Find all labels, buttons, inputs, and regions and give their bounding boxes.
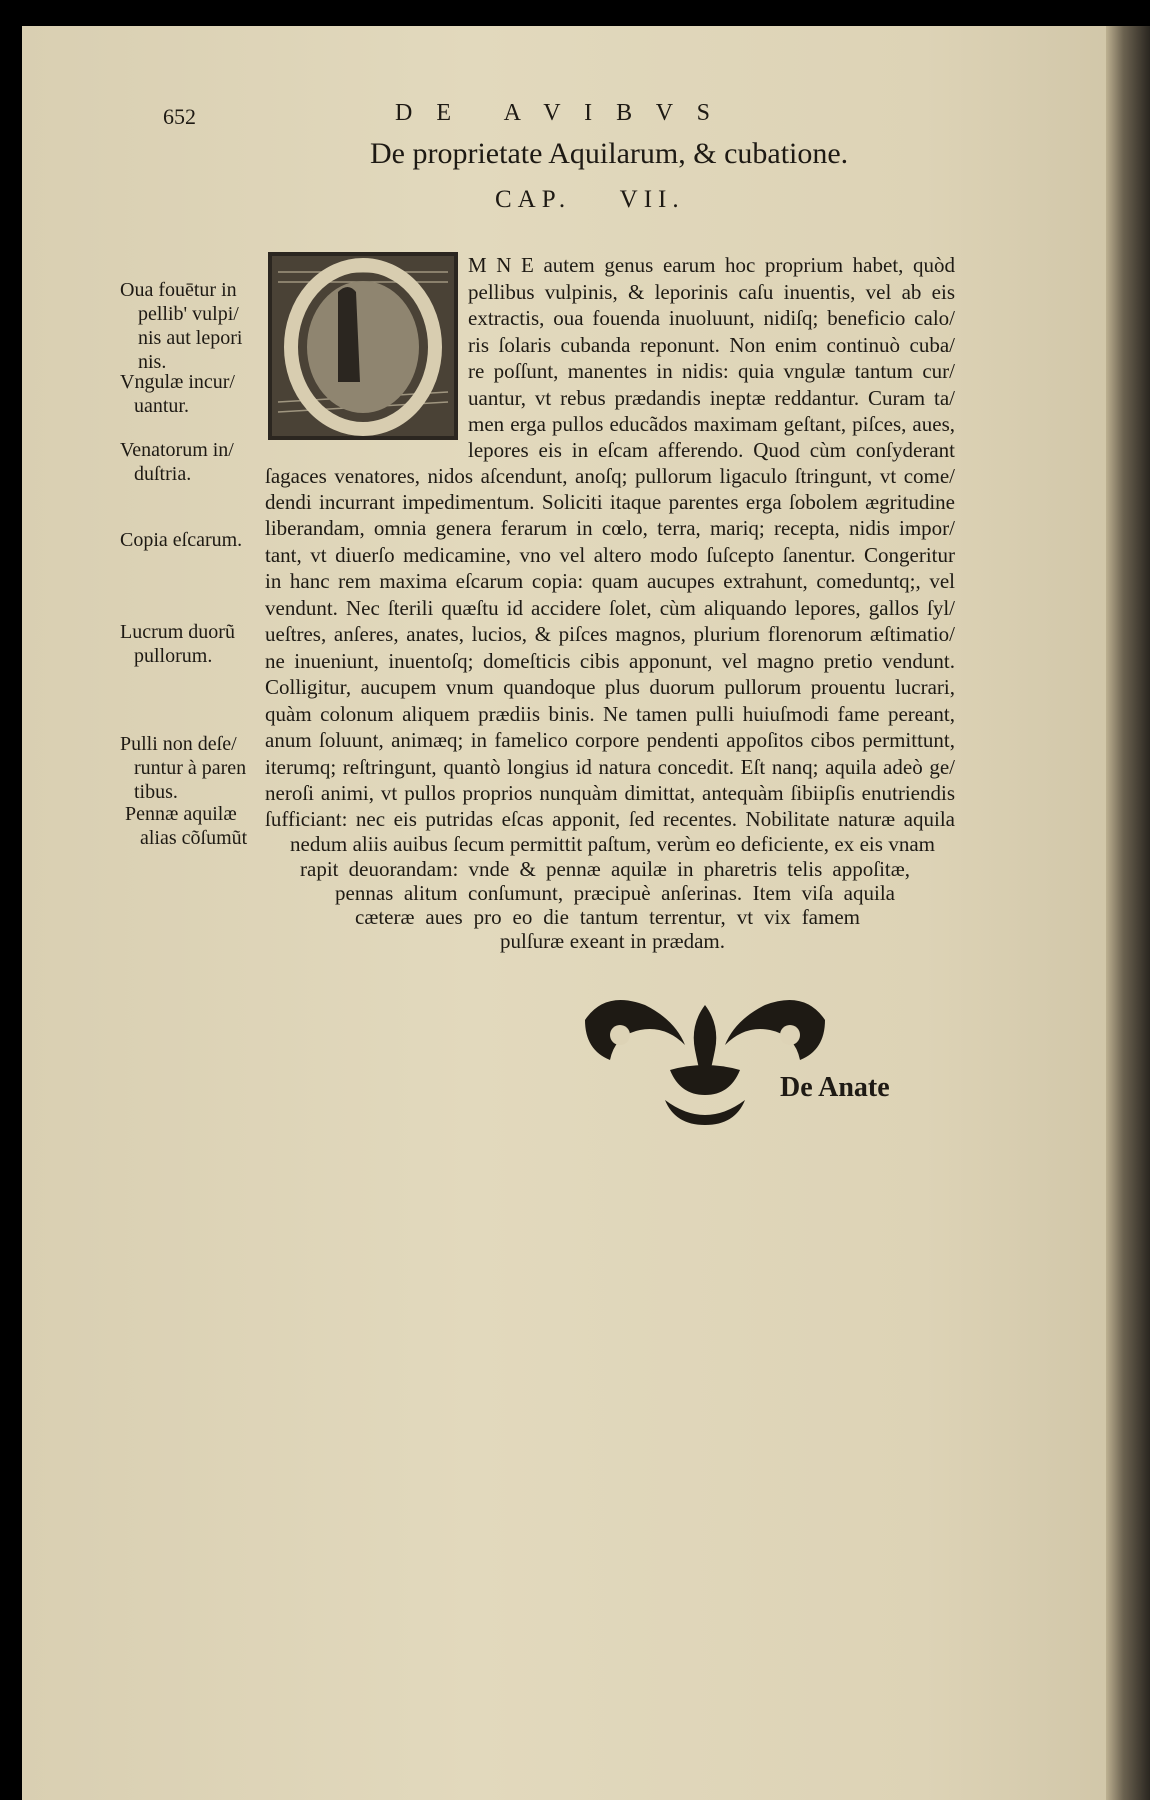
- chapter-title: De proprietate Aquilarum, & cubatione.: [370, 137, 849, 170]
- body-line: extractis, oua fouenda inuoluunt, nidiſq; beneficio calo/: [468, 306, 955, 330]
- side-note-line: Pennæ aquilæ: [125, 803, 237, 825]
- body-line: ne inueniunt, inuentoſq; domeſticis cibis apponunt, vel magno pretio vendunt.: [265, 649, 955, 673]
- side-note-line: duſtria.: [134, 463, 192, 485]
- catchword: De Anate: [780, 1072, 890, 1103]
- body-line: rapit deuorandam: vnde & pennæ aquilæ in pharetris telis appoſitæ,: [300, 857, 910, 881]
- chapter-number: CAP. VII.: [495, 186, 685, 213]
- body-line: tant, vt diuerſo medicamine, vno vel altero modo ſuſcepto ſanentur. Congeritur: [265, 543, 955, 567]
- body-line: in hanc rem maxima eſcarum copia: quam aucupes extrahunt, comeduntq;, vel: [265, 569, 955, 593]
- side-note-line: tibus.: [134, 781, 178, 803]
- running-title: D E A V I B V S: [395, 100, 719, 126]
- body-line: re poſſunt, manentes in nidis: quia vngulæ tantum cur/: [468, 359, 955, 383]
- page-number: 652: [163, 104, 196, 129]
- side-note: [120, 278, 242, 374]
- body-line: cæteræ aues pro eo die tantum terrentur, vt vix famem: [355, 905, 860, 929]
- body-line: ſufficiant: nec eis putridas eſcas apponit, ſed recentes. Nobilitate naturæ aquila: [265, 807, 955, 831]
- body-line: M N E autem genus earum hoc proprium habet, quòd: [468, 253, 955, 277]
- body-line: quàm colonum aliquem prædiis binis. Ne tamen pulli huiuſmodi fame pereant,: [265, 702, 955, 726]
- body-line: dendi incurrant impedimentum. Soliciti itaque parentes erga ſobolem ægritudine: [265, 490, 955, 514]
- side-note-line: nis.: [138, 351, 167, 373]
- body-line: nedum aliis auibus ſecum permittit paſtum, verùm eo deficiente, ex eis vnam: [290, 832, 935, 856]
- side-note-line: nis aut lepori: [138, 327, 243, 349]
- fleuron-ornament: [575, 990, 835, 1125]
- side-note-line: alias cõſumũt: [140, 827, 248, 849]
- body-line: anum ſoluunt, animæq; in famelico corpore pendenti appoſitos cibos permittunt,: [265, 728, 955, 752]
- body-line: pulſuræ exeant in prædam.: [500, 929, 725, 953]
- side-note-line: Vngulæ incur/: [120, 371, 235, 393]
- body-line: uantur, vt rebus prædandis ineptæ reddantur. Curam ta/: [468, 386, 955, 410]
- side-note: [120, 528, 242, 552]
- side-note: [120, 370, 235, 418]
- body-line: neroſi animi, vt pullos proprios nunquàm dimittat, antequàm ſibiipſis enutriendis: [265, 781, 955, 805]
- body-line: ris ſolaris cubanda reponunt. Non enim continuò cuba/: [468, 333, 955, 357]
- body-line: men erga pullos educãdos maximam geſtant, piſces, aues,: [468, 412, 955, 436]
- side-note-line: Venatorum in/: [120, 439, 234, 461]
- side-note-line: Lucrum duorũ: [120, 621, 235, 643]
- body-line: ueſtres, anſeres, anates, lucios, & piſces magnos, plurium florenorum æſtimatio/: [265, 622, 955, 646]
- side-note-line: pullorum.: [134, 645, 213, 667]
- side-note-line: uantur.: [134, 395, 189, 417]
- side-note: [120, 438, 234, 486]
- body-line: iterumq; reſtringunt, quantò longius id natura concedit. Eſt nanq; aquila adeò ge/: [265, 755, 955, 779]
- side-note: [120, 620, 235, 668]
- facing-page-edge: [1106, 26, 1150, 1800]
- body-line: liberandam, omnia genera ferarum in cœlo, terra, mariq; recepta, nidis impor/: [265, 516, 955, 540]
- body-line: pellibus vulpinis, & leporinis caſu inuentis, vel ab eis: [468, 280, 955, 304]
- body-line: lepores eis in eſcam afferendo. Quod cùm conſyderant: [468, 438, 955, 462]
- side-note-line: Pulli non deſe/: [120, 733, 237, 755]
- side-note: [120, 802, 247, 850]
- side-note: [120, 732, 246, 804]
- side-note-line: Copia eſcarum.: [120, 529, 243, 551]
- body-line: pennas alitum conſumunt, præcipuè anſerinas. Item viſa aquila: [335, 881, 895, 905]
- body-line: vendunt. Nec ſterili quæſtu id accidere ſolet, cùm aliquando lepores, gallos ſyl/: [265, 596, 955, 620]
- side-note-line: runtur à paren: [134, 757, 247, 779]
- side-note-line: pellib' vulpi/: [138, 303, 239, 325]
- side-note-line: Oua fouētur in: [120, 279, 237, 301]
- body-line: Colligitur, aucupem vnum quandoque plus duorum pullorum prouentu lucrari,: [265, 675, 955, 699]
- body-line: ſagaces venatores, nidos aſcendunt, anoſq; pullorum ligaculo ſtringunt, vt come/: [265, 464, 955, 488]
- decorated-initial-woodcut: [268, 252, 458, 440]
